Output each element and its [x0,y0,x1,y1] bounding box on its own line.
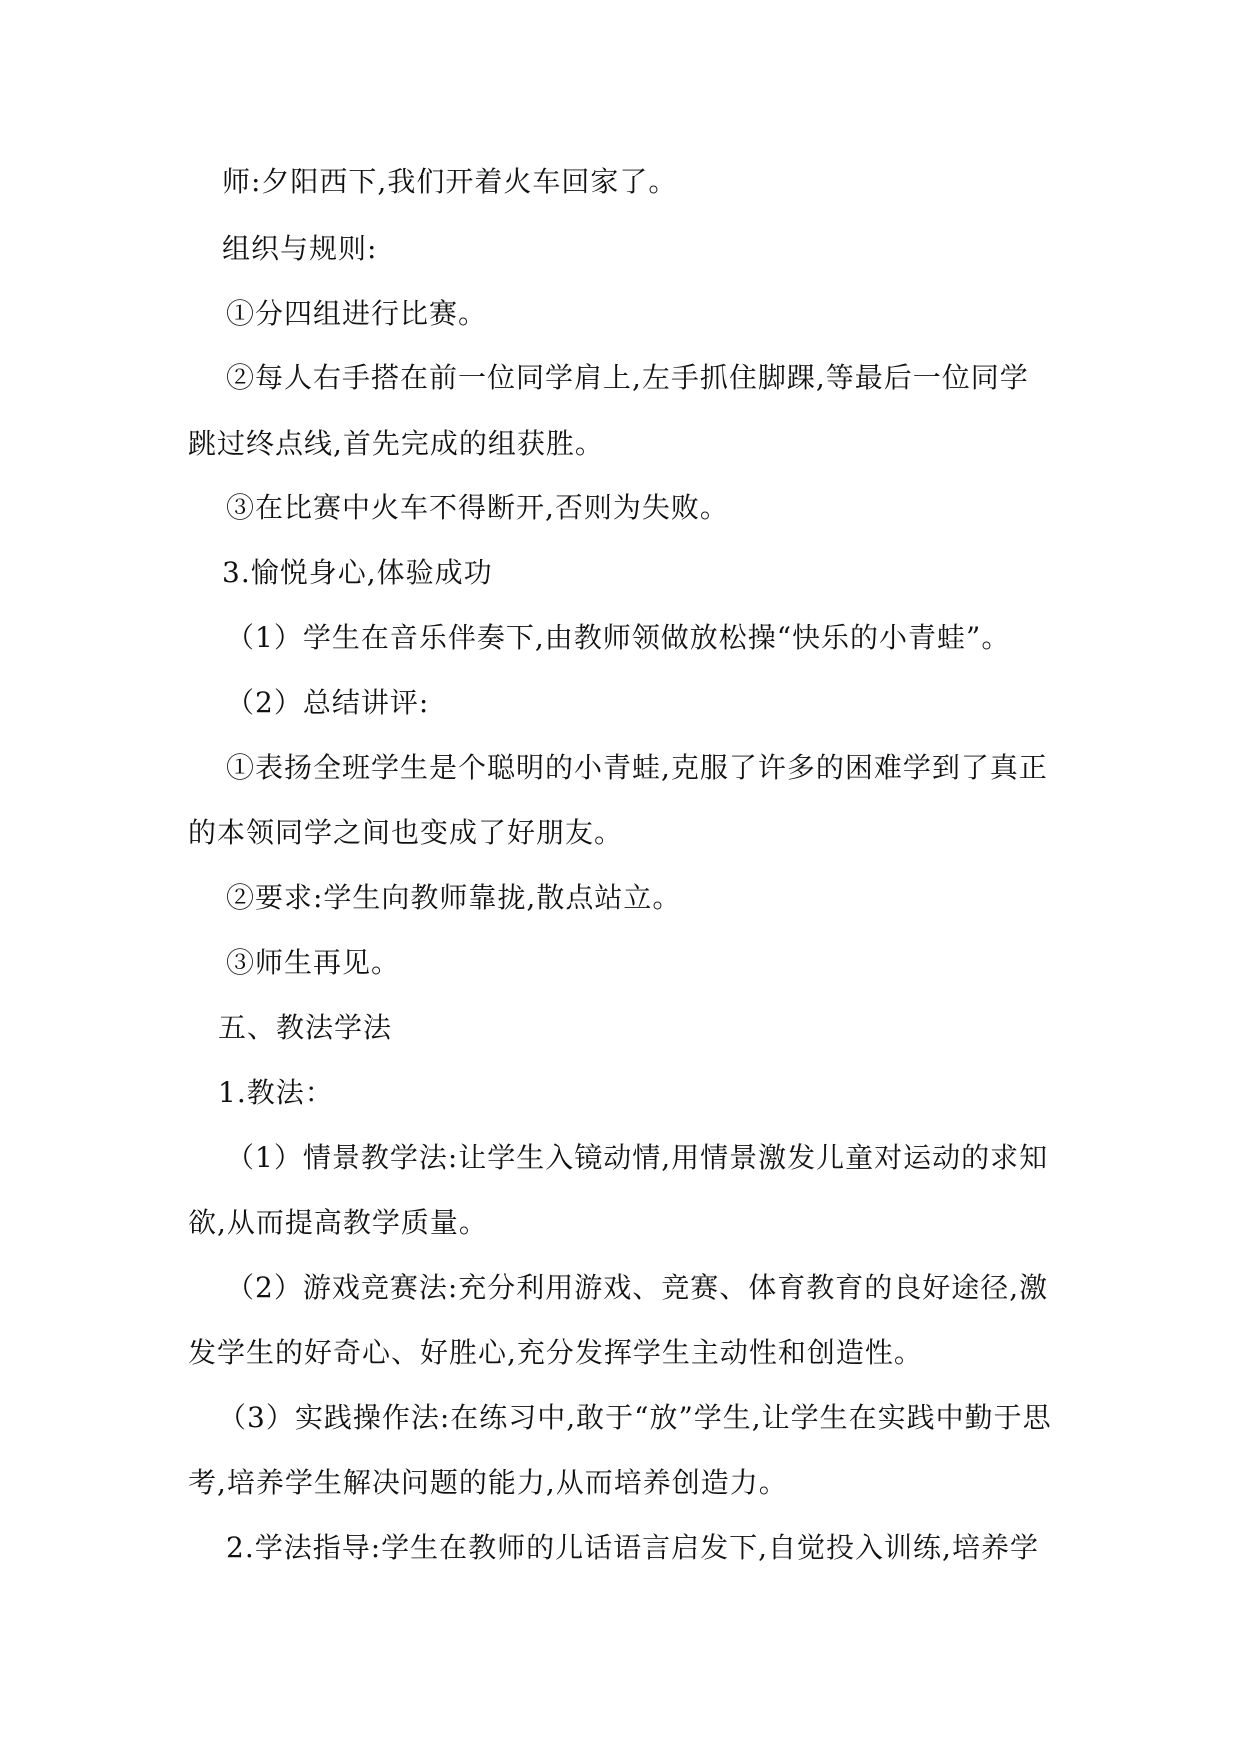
text-line: 的本领同学之间也变成了好朋友。 [188,816,624,849]
text-line: 3.愉悦身心,体验成功 [222,556,493,589]
text-line: （2）游戏竞赛法:充分利用游戏、竞赛、体育教育的良好途径,激 [226,1271,1049,1304]
text-line: ②每人右手搭在前一位同学肩上,左手抓住脚踝,等最后一位同学 [226,361,1029,394]
text-line: （1）学生在音乐伴奏下,由教师领做放松操“快乐的小青蛙”。 [226,621,1011,654]
text-line: 1.教法： [218,1076,334,1109]
text-line: 欲,从而提高教学质量。 [188,1206,488,1239]
text-line: 跳过终点线,首先完成的组获胜。 [188,427,604,460]
text-line: ③在比赛中火车不得断开,否则为失败。 [226,491,729,524]
text-line: 五、教法学法 [218,1011,393,1044]
text-line: ①表扬全班学生是个聪明的小青蛙,克服了许多的困难学到了真正 [226,751,1048,784]
text-line: （2）总结讲评: [226,686,430,719]
text-line: （3）实践操作法:在练习中,敢于“放”学生,让学生在实践中勤于思 [218,1401,1052,1434]
text-line: ①分四组进行比赛。 [226,297,488,330]
text-line: ③师生再见。 [226,946,401,979]
text-line: 组织与规则: [222,232,378,265]
text-line: 2.学法指导:学生在教师的儿话语言启发下,自觉投入训练,培养学 [226,1531,1039,1564]
text-line: （1）情景教学法:让学生入镜动情,用情景激发儿童对运动的求知 [226,1141,1049,1174]
text-line: ②要求:学生向教师靠拢,散点站立。 [226,881,682,914]
text-line: 师:夕阳西下,我们开着火车回家了。 [222,165,678,198]
text-line: 发学生的好奇心、好胜心,充分发挥学生主动性和创造性。 [188,1336,923,1369]
text-line: 考,培养学生解决问题的能力,从而培养创造力。 [188,1466,788,1499]
